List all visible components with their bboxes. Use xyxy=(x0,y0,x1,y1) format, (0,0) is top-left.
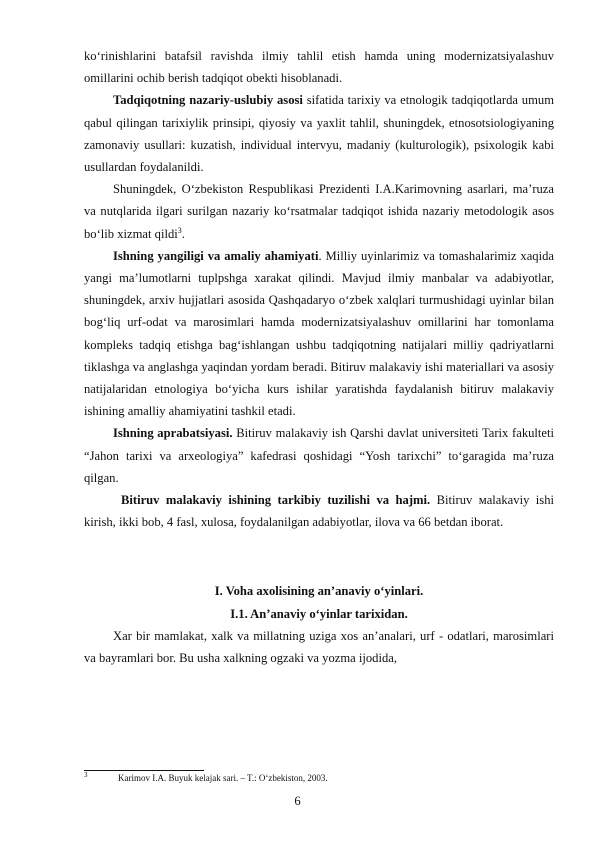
paragraph-chapter-intro: Xar bir mamlakat, xalk va millatning uziga xos an’analari, urf - odatlari, marosimlari va bayramlari bor. Bu usha xalkning ogzaki va yozma ijodida, xyxy=(84,628,554,666)
document-body xyxy=(84,45,554,669)
footnote-text: Karimov I.A. Buyuk kelajak sari. – T.: O‘zbekiston, 2003. xyxy=(118,773,328,783)
paragraph-methodology xyxy=(84,89,554,178)
methodology-heading: Tadqiqotning nazariy-uslubiy asosi xyxy=(113,93,303,108)
footnote: 3 Karimov I.A. Buyuk kelajak sari. – T.: O‘zbekiston, 2003. xyxy=(84,771,328,783)
paragraph-novelty xyxy=(84,245,554,423)
paragraph-approbation xyxy=(84,422,554,489)
approbation-text: Bitiruv malakaviy ish Qarshi davlat universiteti Tarix fakulteti “Jahon tarixi va arxeologiya” kafedrasi qoshidagi “Yosh tarixchi” to‘garagida ma’ruza qilgan. xyxy=(84,426,555,485)
approbation-heading: Ishning aprabatsiyasi. xyxy=(113,426,233,441)
page-number: 6 xyxy=(294,794,301,808)
chapter-title: I. Voha axolisining an’anaviy o‘yinlari. xyxy=(214,584,424,599)
novelty-text: . Milliy uyinlarimiz va tomashalarimiz xaqida yangi ma’lumotlarni tuplpshga xarakat qilindi. Mavjud ilmiy manbalar va adabiyotlar, shuningdek, arxiv hujjatlari asosida Qashqadaryo o‘zbek xalqlari turmushidagi uyinlar bilan bog‘liq urf-odat va marosimlari hamda modernizatsiyalashuv omillarini har tomonlama kompleks tadqiq etishga bag‘ishlangan ushbu tadqiqotning natijalari milliy qadriyatlarni tiklashga va anglashga yaqindan yordam beradi. Bitiruv malakaviy ishi materiallari va asosiy natijalaridan etnologiya bo‘yicha kurs ishilar yaratishda faydalanish bitiruv malakaviy ishining amalliy ahamiyatini tashkil etadi. xyxy=(84,248,554,419)
structure-text: Bitiruv мalakaviy ishi kirish, ikki bob, 4 fasl, xulosa, foydalanilgan adabiyotlar, ilova va 66 betdan iborat. xyxy=(84,493,555,530)
karimov-text: Shuningdek, O‘zbekiston Respublikasi Prezidenti I.A.Karimovning asarlari, ma’ruza va nutqlarida ilgari surilgan nazariy ko‘rsatmalar tadqiqot ishida nazariy metodologik asos bo‘lib xizmat qildi xyxy=(84,182,554,241)
structure-heading: Bitiruv malakaviy ishining tarkibiy tuzilishi va hajmi. xyxy=(121,493,431,508)
novelty-heading: Ishning yangiligi va amaliy ahamiyati xyxy=(113,248,319,263)
footnote-divider xyxy=(84,770,204,771)
paragraph-structure xyxy=(84,489,554,533)
karimov-text-end: . xyxy=(181,226,185,241)
paragraph-intro-continued: ko‘rinishlarini batafsil ravishda ilmiy tahlil etish hamda uning modernizatsiyalashuv omillarini ochib berish tadqiqot obekti hisoblanadi. xyxy=(84,49,554,86)
methodology-text: sifatida tarixiy va etnologik tadqiqotlarda umum qabul qilingan tarixiylik prinsipi, qiyosiy va yaxlit tahlil, shuningdek, etnosotsiologiyaning zamonaviy usullari: kuzatish, individual intervyu, madaniy (kulturologik), psixologik kabi usullardan foydalanildi. xyxy=(84,93,554,175)
paragraph-karimov xyxy=(84,178,554,245)
section-title: I.1. An’anaviy o‘yinlar tarixidan. xyxy=(230,606,408,621)
footnote-reference[interactable]: 3 xyxy=(177,225,182,235)
